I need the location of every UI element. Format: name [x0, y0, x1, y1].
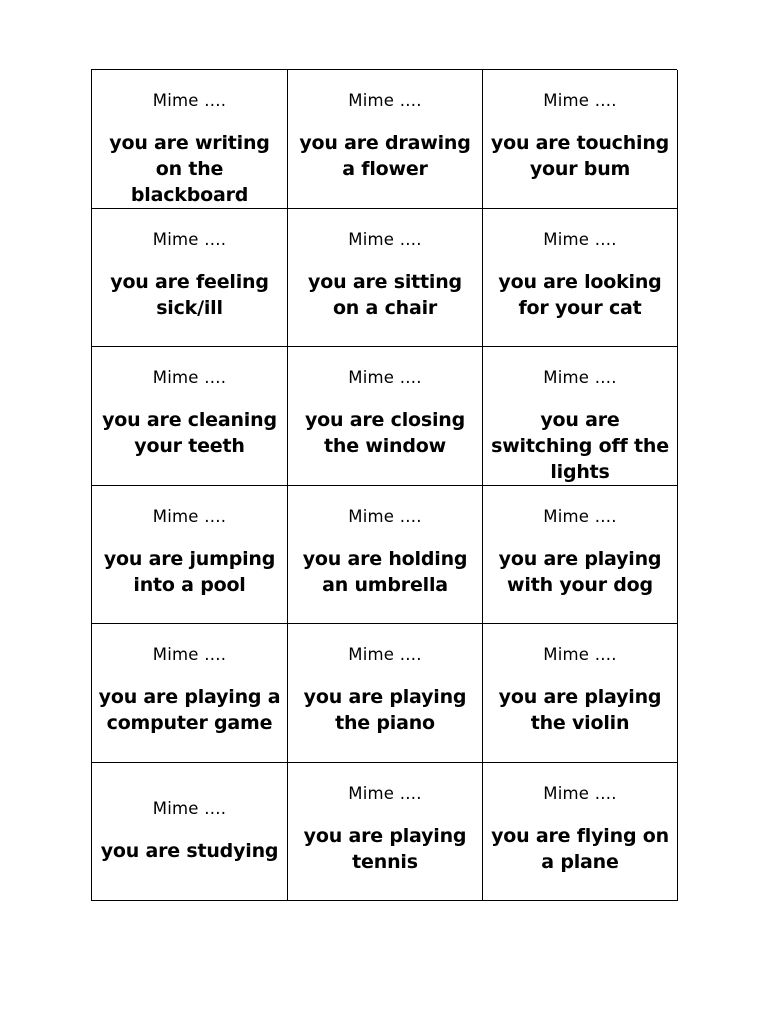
- card-action: you are drawing a flower: [299, 132, 471, 180]
- card-prompt: Mime ….: [348, 229, 422, 249]
- card-prompt: Mime ….: [348, 645, 422, 664]
- card-prompt: Mime ….: [152, 798, 227, 818]
- card-action: you are sitting on a chair: [308, 270, 462, 319]
- card-prompt: Mime ….: [152, 645, 227, 664]
- card-prompt: Mime ….: [348, 506, 422, 526]
- card-action: you are jumping into a pool: [103, 547, 276, 596]
- card-action: you are switching off the lights: [491, 409, 669, 483]
- mime-card: [288, 763, 483, 902]
- card-action: you are playing the piano: [303, 686, 467, 734]
- mime-card: [92, 347, 288, 486]
- card-action: you are writing on the blackboard: [109, 132, 270, 206]
- card-action: you are looking for your cat: [498, 270, 662, 319]
- card-prompt: Mime ….: [543, 91, 617, 110]
- card-action: you are closing the window: [304, 409, 466, 457]
- card-prompt: Mime ….: [152, 91, 227, 110]
- mime-card: [483, 209, 678, 348]
- mime-card: [288, 624, 483, 763]
- mime-card: [483, 624, 678, 763]
- mime-card: [92, 486, 288, 625]
- card-action: you are playing tennis: [303, 824, 467, 873]
- card-prompt: Mime ….: [348, 91, 422, 110]
- mime-card: [288, 347, 483, 486]
- card-prompt: Mime ….: [348, 368, 422, 387]
- card-prompt: Mime ….: [348, 783, 422, 803]
- card-action: you are flying on a plane: [491, 824, 669, 873]
- mime-card: [288, 70, 483, 209]
- mime-card: [92, 624, 288, 763]
- card-prompt: Mime ….: [152, 229, 227, 249]
- mime-card: [483, 486, 678, 625]
- card-action: you are cleaning your teeth: [102, 409, 277, 457]
- card-action: you are feeling sick/ill: [110, 270, 269, 319]
- mime-card: [483, 347, 678, 486]
- mime-card: [483, 70, 678, 209]
- mime-card: [288, 486, 483, 625]
- card-prompt: Mime ….: [543, 368, 617, 387]
- card-prompt: Mime ….: [543, 645, 617, 664]
- card-prompt: Mime ….: [543, 229, 617, 249]
- card-action: you are touching your bum: [490, 132, 670, 180]
- mime-card: [288, 209, 483, 348]
- card-action: you are studying: [100, 839, 279, 862]
- card-action: you are playing with your dog: [498, 547, 662, 596]
- card-prompt: Mime ….: [152, 506, 227, 526]
- card-action: you are playing a computer game: [98, 686, 281, 734]
- mime-card: [92, 209, 288, 348]
- card-prompt: Mime ….: [543, 506, 617, 526]
- card-action: you are playing the violin: [498, 686, 662, 734]
- mime-card: [92, 763, 288, 902]
- mime-card-grid: [91, 69, 677, 901]
- card-prompt: Mime ….: [152, 368, 227, 387]
- mime-card: [92, 70, 288, 209]
- card-prompt: Mime ….: [543, 783, 617, 803]
- card-action: you are holding an umbrella: [302, 547, 468, 596]
- mime-card: [483, 763, 678, 902]
